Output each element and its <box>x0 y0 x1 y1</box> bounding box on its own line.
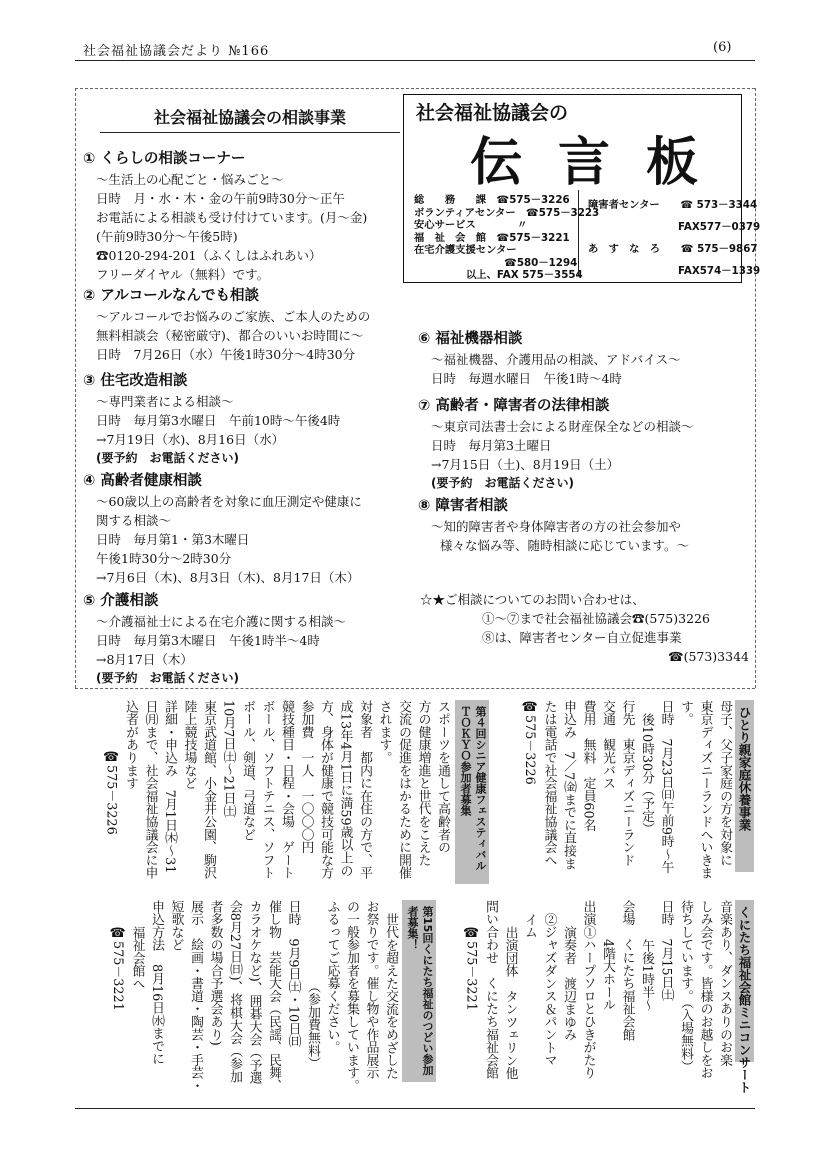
article-line: スポーツを通して高齢者の <box>435 700 450 854</box>
article-heading: ひとり親家庭休養事業 <box>735 700 754 872</box>
frame-bottom <box>75 688 755 689</box>
article-line: 午後1時半～ <box>639 939 654 1012</box>
article-hitori <box>520 700 734 878</box>
contact-line: 以上、FAX 575－3554 <box>466 269 583 281</box>
article-line: お祭りです。催し物や作品展示 <box>363 900 379 1080</box>
contact-line: ☎580－1294 <box>504 256 578 269</box>
article-line: 出演団体 タンツェリン他 <box>502 926 518 1080</box>
article-heading: 第15回くにたち福祉のつどい参加者募集！ <box>402 900 436 1082</box>
contact-phone: ☎(573)3344 <box>668 649 749 664</box>
article-heading: 第４回シニア健康フェスティバルＴＯＫＹＯ参加者募集 <box>455 700 489 884</box>
section-line: ～介護福祉士による在宅介護に関する相談～ <box>96 614 347 629</box>
article-line: 日㈪まで、社会福祉協議会に申 <box>142 700 158 880</box>
contact-line: 福 祉 会 館 ☎575－3221 <box>414 231 570 244</box>
article-line: 陸上競技場など <box>181 700 197 790</box>
article-concert <box>455 900 734 1078</box>
section-line: 日時 毎月第3土曜日 <box>431 438 552 453</box>
section-title: ③ 住宅改造相談 <box>83 373 188 389</box>
article-heading: くにたち福祉会館ミニコンサート <box>735 900 754 1062</box>
section-title: ⑤ 介護相談 <box>83 593 159 609</box>
newsletter-title: 社会福祉協議会だより №166 <box>83 44 270 59</box>
consult-section-5 <box>83 590 346 688</box>
article-line: 問い合わせ くにたち福祉会館 <box>483 900 498 1080</box>
article-line: されます。 <box>376 700 392 764</box>
article-line: 日時 7月15日㈯ <box>658 900 674 1002</box>
article-line: 参加費 一人 一〇〇〇円 <box>298 700 314 854</box>
section-line: ～専門業者による相談～ <box>96 394 234 409</box>
article-line: ②ジャズダンス＆パントマ <box>541 913 557 1067</box>
article-line: 世代を超えた交流をめざした <box>383 913 398 1080</box>
section-line: (午前9時30分～午後5時) <box>96 229 238 244</box>
article-line: ふるってご応募ください。 <box>324 900 340 1054</box>
contact-line: 安心サービス 〃 <box>414 219 528 231</box>
consult-section-2 <box>83 285 370 364</box>
article-line: イム <box>522 913 537 939</box>
section-line: 無料相談会（秘密厳守)、都合のいいお時間に～ <box>96 328 364 343</box>
board-title: 社会福祉協議会の <box>416 102 569 124</box>
article-line: 催し物 芸能大会（民謡、民舞、 <box>266 900 281 1092</box>
phone-line: ☎0120-294-201（ふくしはふれあい） <box>96 248 322 263</box>
article-line: 10月7日㈯～21日㈯ <box>220 700 236 818</box>
contact-line: ボランティアセンター ☎575－3223 <box>414 206 600 219</box>
article-line: 方、身体が健康で競技可能な方 <box>318 700 333 880</box>
contact-line: あ す な ろ ☎ 575－9867 <box>588 243 758 255</box>
section-line: →8月17日（木） <box>96 652 193 667</box>
article-line: 短歌など <box>168 900 184 952</box>
frame-left <box>75 88 76 688</box>
article-line: カラオケなど)、囲碁大会（予選 <box>246 900 262 1085</box>
article-line: 会場 くにたち福祉会館 <box>619 900 635 1041</box>
consult-section-3 <box>83 370 340 468</box>
article-line: 待ちしています。（入場無料） <box>678 900 693 1073</box>
article-line: 申込方法 8月16日㈬までに <box>149 900 164 1066</box>
article-line: 4階大ホール <box>600 939 615 1012</box>
article-line: 音楽あり、ダンスありのお楽 <box>717 900 732 1067</box>
article-line: の一般参加者を募集しています。 <box>344 900 359 1092</box>
article-line: 演奏者 渡辺まゆみ <box>561 926 576 1042</box>
section-line: フリーダイヤル（無料）です。 <box>96 267 270 282</box>
article-line: 競技種目・日程・会場 ゲート <box>279 700 294 880</box>
section-title: ④ 高齢者健康相談 <box>83 473 202 489</box>
article-line: 展示 絵画・書道・陶芸・手芸・ <box>188 900 203 1092</box>
section-title: ⑥ 福祉機器相談 <box>418 331 523 347</box>
reservation-note: (要予約 お電話ください) <box>96 671 239 685</box>
contact-line: ①～⑦まで社会福祉協議会☎(575)3226 <box>482 611 710 626</box>
article-line: 東京ディズニーランドへいきま <box>697 700 713 880</box>
article-line: 方の健康増進と世代をこえた <box>415 700 431 867</box>
section-line: 午後1時30分～2時30分 <box>96 551 232 566</box>
footer-rule <box>75 1108 755 1109</box>
article-tsudoi <box>80 900 400 1092</box>
section-title: ⑧ 障害者相談 <box>418 498 508 514</box>
consult-section-7 <box>418 395 694 493</box>
board-divider <box>578 190 579 275</box>
section-line: ～東京司法書士会による財産保全などの相談～ <box>431 419 694 434</box>
contact-line: 総 務 課 ☎575－3226 <box>414 194 570 206</box>
contact-line: ⑧は、障害者センター自立促進事業 <box>482 630 682 645</box>
section-line: ～福祉機器、介護用品の相談、アドバイス～ <box>431 352 681 367</box>
board-contacts-left <box>414 194 599 282</box>
section-line: 日時 毎月第3木曜日 午後1時半～4時 <box>96 633 320 648</box>
section-line: ～60歳以上の高齢者を対象に血圧測定や健康に <box>96 494 362 509</box>
article-line: 成13年4月1日に満59歳以上の <box>337 700 353 877</box>
article-senior <box>80 700 452 878</box>
article-line: 母子、父子家庭の方を対象に <box>717 700 732 867</box>
page-number: (6) <box>713 40 732 55</box>
consult-section-4 <box>83 470 362 587</box>
article-line: 込者があります <box>123 700 138 790</box>
section-line: ～生活上の心配ごと・悩みごと～ <box>96 172 284 187</box>
article-line: ボール、剣道、弓道など <box>240 700 255 841</box>
contact-line: FAX577－0379 <box>678 221 761 233</box>
article-line: 出演①ハープソロとひきがたり <box>580 900 596 1080</box>
section-line: お電話による相談も受け付けています。(月～金) <box>96 210 368 225</box>
section-line: →7月15日（土)、8月19日（土） <box>431 457 620 472</box>
section-line: 様々な悩み等、随時相談に応じています。～ <box>440 538 690 553</box>
article-line: 申込み 7／7㈮までに直接ま <box>561 700 576 870</box>
consult-title: 社会福祉協議会の相談事業 <box>153 108 346 127</box>
section-line: 関する相談～ <box>96 513 172 528</box>
consult-section-8 <box>418 495 689 555</box>
frame-top <box>75 88 755 89</box>
section-title: ① くらしの相談コーナー <box>83 151 246 167</box>
article-line: 福祉会館へ <box>129 926 145 990</box>
article-line: ボール、ソフトテニス、ソフト <box>259 700 275 880</box>
section-line: →7月6日（木)、8月3日（木)、8月17日（木） <box>96 570 360 585</box>
consult-section-1 <box>83 148 367 284</box>
consult-title-rule <box>100 132 400 133</box>
contact-line: 在宅介護支援センター <box>414 244 517 256</box>
phone-line: ☎575－3226 <box>103 750 119 835</box>
article-line: す。 <box>678 700 693 726</box>
phone-line: ☎575－3221 <box>463 926 479 1011</box>
section-line: ～知的障害者や身体障害者の方の社会参加や <box>431 519 682 534</box>
phone-line: ☎575－3221 <box>110 926 125 1011</box>
phone-line: ☎575－3226 <box>522 700 537 785</box>
header-rule <box>75 60 755 61</box>
article-line: 交流の促進をはかるために開催 <box>396 700 411 880</box>
article-line: 者多数の場合予選会あり) <box>207 900 223 1046</box>
contact-intro: ☆★ご相談についてのお問い合わせは、 <box>420 592 645 607</box>
board-big-title: 伝言板 <box>470 133 735 193</box>
section-title: ② アルコールなんでも相談 <box>83 288 259 304</box>
section-line: 日時 毎月第1・第3木曜日 <box>96 532 250 547</box>
contact-line: FAX574－1339 <box>678 265 761 277</box>
article-line: 交通 観光バス <box>600 700 615 790</box>
contact-line: 障害者センター ☎ 573－3344 <box>588 199 758 211</box>
reservation-note: (要予約 お電話ください) <box>431 476 574 490</box>
article-line: 後10時30分（予定） <box>639 713 654 836</box>
section-line: →7月19日（水)、8月16日（水） <box>96 432 285 447</box>
section-line: 日時 月・水・木・金の午前9時30分～正午 <box>96 191 345 206</box>
article-line: 対象者 都内に在住の方で、平 <box>357 700 372 880</box>
section-line: ～アルコールでお悩みのご家族、ご本人のための <box>96 309 371 324</box>
article-line: 行先 東京ディズニーランド <box>619 700 635 867</box>
frame-right <box>755 88 756 688</box>
article-line: 詳細・申込み 7月1日㈭～31 <box>162 700 177 874</box>
article-line: たは電話で社会福祉協議会へ <box>541 700 557 867</box>
article-line: 費用 無料 定員60名 <box>580 700 596 832</box>
section-line: 日時 毎月第3水曜日 午前10時～午後4時 <box>96 413 341 428</box>
board-contacts-right <box>588 194 760 282</box>
section-title: ⑦ 高齢者・障害者の法律相談 <box>418 398 610 414</box>
section-line: 日時 毎週水曜日 午後1時～4時 <box>431 371 622 386</box>
article-line: 会8月27日㈰)、将棋大会（参加 <box>227 900 242 1084</box>
consult-section-6 <box>418 328 681 388</box>
article-line: しみ会です。皆様のお越しをお <box>697 900 713 1080</box>
article-line: 日時 9月9日㈯・10日㈰ <box>285 900 301 1048</box>
article-line: 日時 7月23日㈰午前9時～午 <box>658 700 674 874</box>
contact-note <box>420 590 749 666</box>
article-line: 東京武道館、小金井公園、駒沢 <box>201 700 216 880</box>
section-line: 日時 7月26日（水）午後1時30分～4時30分 <box>96 347 356 362</box>
article-line: （参加費無料） <box>305 980 320 1070</box>
reservation-note: (要予約 お電話ください) <box>96 451 239 465</box>
